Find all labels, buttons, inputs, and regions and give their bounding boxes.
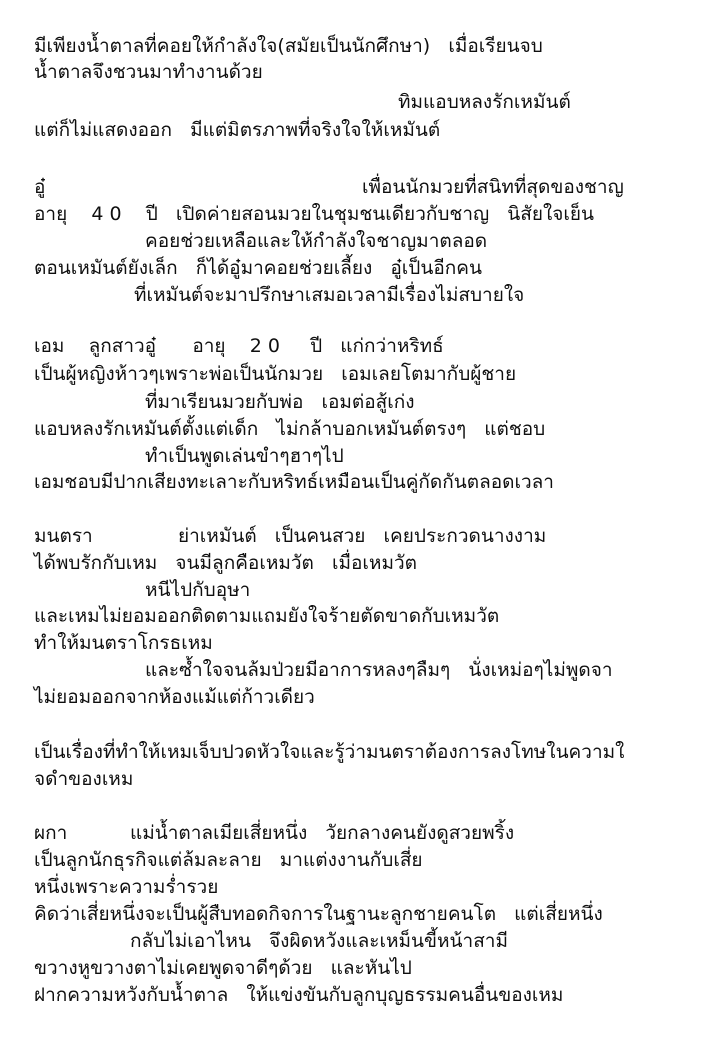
text-line: มนตรา [34, 525, 93, 547]
text-line: ที่มาเรียนมวยกับพ่อ เอมต่อสู้เก่ง [145, 391, 415, 413]
text-line: ย่าเหมันต์ เป็นคนสวย เคยประกวดนางงาม [178, 525, 547, 547]
text-line: คอยช่วยเหลือและให้กำลังใจชาญมาตลอด [145, 230, 488, 252]
text-line: หนีไปกับอุษา [145, 579, 251, 601]
text-line: อายุ 4 0 ปี เปิดค่ายสอนมวยในชุมชนเดียวกับชาญ นิสัยใจเย็น [34, 203, 595, 225]
text-line: ทำให้มนตราโกรธเหม [34, 632, 213, 654]
text-line: เป็นผู้หญิงห้าวๆเพราะพ่อเป็นนักมวย เอมเลยโตมากับผู้ชาย [34, 363, 517, 385]
text-line: เป็นลูกนักธุรกิจแต่ล้มละลาย มาแต่งงานกับเสี่ย [34, 849, 423, 871]
text-line: เป็นเรื่องที่ทำให้เหมเจ็บปวดหัวใจและรู้ว่ามนตราต้องการลงโทษในความใ [34, 741, 625, 763]
text-line: อู๋ [34, 176, 46, 198]
text-line: และซ้ำใจจนล้มป่วยมีอาการหลงๆลืมๆ นั่งเหม่อๆไม่พูดจา [145, 659, 613, 681]
text-line: หนึ่งเพราะความร่ำรวย [34, 876, 219, 898]
text-line: ไม่ยอมออกจากห้องแม้แต่ก้าวเดียว [34, 686, 315, 708]
text-line: ที่เหมันต์จะมาปรึกษาเสมอเวลามีเรื่องไม่สบายใจ [134, 284, 525, 306]
text-line: มีเพียงน้ำตาลที่คอยให้กำลังใจ(สมัยเป็นนักศึกษา) เมื่อเรียนจบ [34, 35, 543, 57]
text-line: แม่น้ำตาลเมียเสี่ยหนึ่ง วัยกลางคนยังดูสวยพริ้ง [130, 822, 515, 844]
text-line: และเหมไม่ยอมออกติดตามแถมยังใจร้ายตัดขาดกับเหมวัต [34, 605, 500, 627]
text-line: น้ำตาลจึงชวนมาทำงานด้วย [34, 61, 263, 83]
text-line: ตอนเหมันต์ยังเล็ก ก็ได้อู๋มาคอยช่วยเลี้ยง อู๋เป็นอีกคน [34, 257, 482, 279]
text-line: ทำเป็นพูดเล่นขำๆฮาๆไป [145, 445, 344, 467]
text-line: ผกา [34, 822, 68, 844]
text-line: ทิมแอบหลงรักเหมันต์ [398, 91, 571, 113]
text-line: แต่ก็ไม่แสดงออก มีแต่มิตรภาพที่จริงใจให้เหมันต์ [34, 119, 441, 141]
text-line: คิดว่าเสี่ยหนึ่งจะเป็นผู้สืบทอดกิจการในฐานะลูกชายคนโต แต่เสี่ยหนึ่ง [34, 903, 603, 925]
text-line: เพื่อนนักมวยที่สนิทที่สุดของชาญ [362, 176, 624, 198]
text-line: จดำของเหม [34, 768, 134, 790]
text-line: ได้พบรักกับเหม จนมีลูกคือเหมวัต เมื่อเหมวัต [34, 552, 417, 574]
text-line: เอม ลูกสาวอู๋ อายุ 2 0 ปี แก่กว่าหริทธ์ [34, 335, 444, 357]
text-line: เอมชอบมีปากเสียงทะเลาะกับหริทธ์เหมือนเป็นคู่กัดกันตลอดเวลา [34, 471, 554, 493]
text-line: แอบหลงรักเหมันต์ตั้งแต่เด็ก ไม่กล้าบอกเหมันต์ตรงๆ แต่ชอบ [34, 418, 546, 440]
text-line: ฝากความหวังกับน้ำตาล ให้แข่งขันกับลูกบุญธรรมคนอื่นของเหม [34, 984, 564, 1006]
text-line: ขวางหูขวางตาไม่เคยพูดจาดีๆด้วย และหันไป [34, 957, 412, 979]
text-line: กลับไม่เอาไหน จึงผิดหวังและเหม็นขี้หน้าสามี [130, 930, 508, 952]
